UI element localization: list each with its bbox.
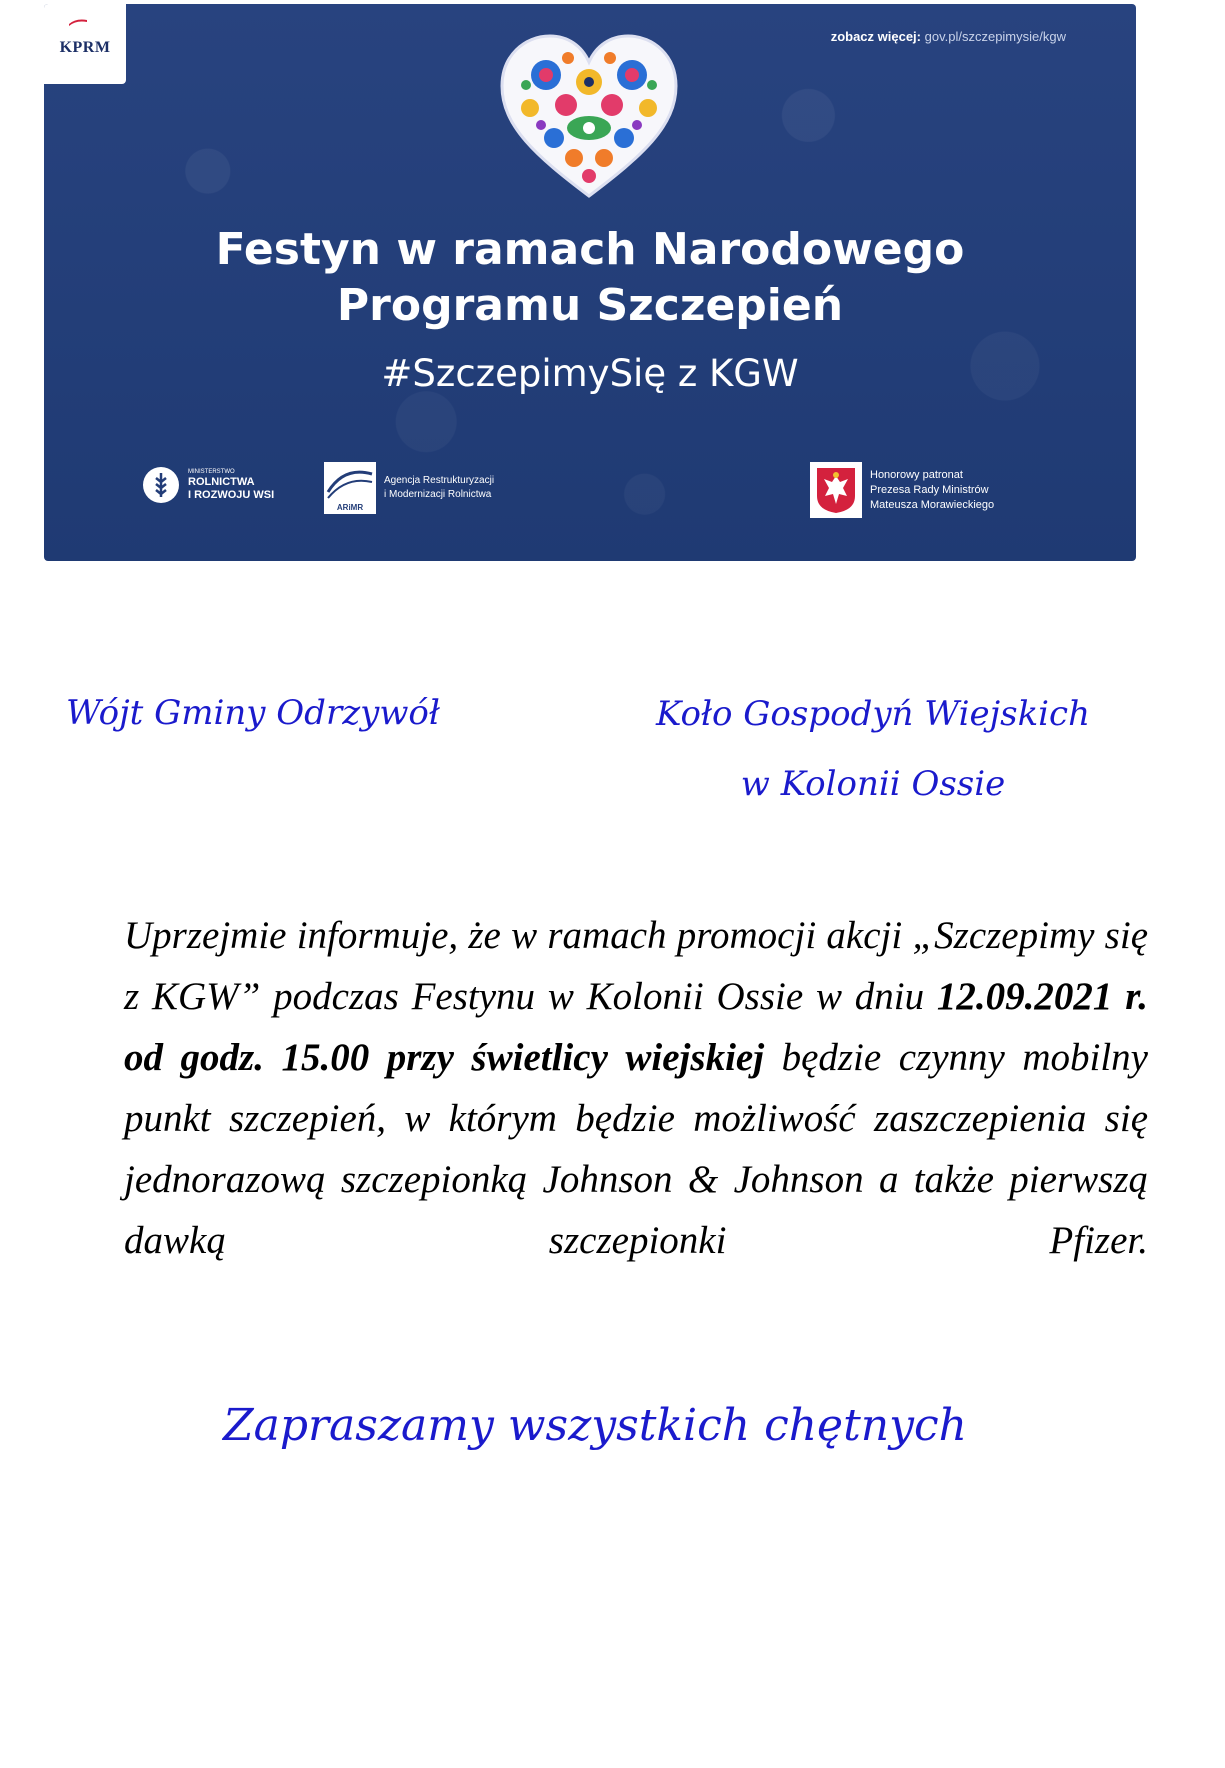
ministry-logo [142, 466, 274, 504]
arimr-logo-line2: i Modernizacji Rolnictwa [384, 489, 492, 500]
kprm-logo-text: KPRM [59, 39, 111, 56]
kprm-logo [44, 4, 126, 84]
ministry-logo-line1: ROLNICTWA [188, 476, 255, 488]
folk-heart-icon [496, 30, 682, 202]
banner-title [44, 222, 1136, 334]
kprm-flag-icon [68, 18, 88, 26]
banner-hashtag: #SzczepimySię z KGW [381, 352, 799, 395]
arimr-emblem [324, 462, 376, 514]
banner-title-line1: Festyn w ramach Narodowego [215, 224, 965, 275]
see-more-label: zobacz więcej: [830, 29, 921, 44]
announcement-date-place: 12.09.2021 r. od godz. 15.00 przy świetlicy wiejskiej [124, 975, 1148, 1079]
organizer-kgw-line1: Koło Gospodyń Wiejskich [656, 694, 1090, 734]
patron-line3: Mateusza Morawieckiego [870, 498, 995, 511]
white-eagle-icon [815, 466, 857, 514]
arimr-logo-line1: Agencja Restrukturyzacji [384, 475, 495, 486]
ministry-logo-line2: I ROZWOJU WSI [188, 489, 275, 501]
patron-line1: Honorowy patronat [870, 468, 963, 481]
campaign-banner [44, 4, 1136, 561]
organizer-mayor: Wójt Gminy Odrzywół [66, 693, 440, 733]
ministry-logo-small: MINISTERSTWO [188, 469, 235, 475]
announcement-body [124, 905, 1148, 1271]
announcement-text-part2: będzie czynny mobilny punkt szczepień, w którym będzie możliwość zaszczepienia się jednorazową szczepionką Johnson & Johnson a także pierwszą dawką szczepionki Pfizer. [124, 1036, 1148, 1262]
invitation-text: Zapraszamy wszystkich chętnych [223, 1400, 967, 1451]
arimr-wave-icon [324, 462, 376, 502]
arimr-logo [324, 462, 494, 514]
polish-eagle-emblem [810, 462, 862, 518]
see-more-link-text [831, 29, 1066, 44]
arimr-badge: ARiMR [336, 503, 364, 512]
banner-title-line2: Programu Szczepień [336, 280, 844, 331]
honorary-patronage [810, 462, 994, 518]
wheat-emblem-icon [142, 466, 180, 504]
organizer-kgw [598, 679, 1148, 819]
announcement-text-part1: Uprzejmie informuje, że w ramach promocji akcji „Szczepimy się z KGW” podczas Festynu w Kolonii Ossie w dniu [124, 914, 1148, 1018]
see-more-url: gov.pl/szczepimysie/kgw [924, 29, 1066, 44]
patron-line2: Prezesa Rady Ministrów [870, 483, 989, 496]
organizer-kgw-line2: w Kolonii Ossie [740, 764, 1006, 804]
